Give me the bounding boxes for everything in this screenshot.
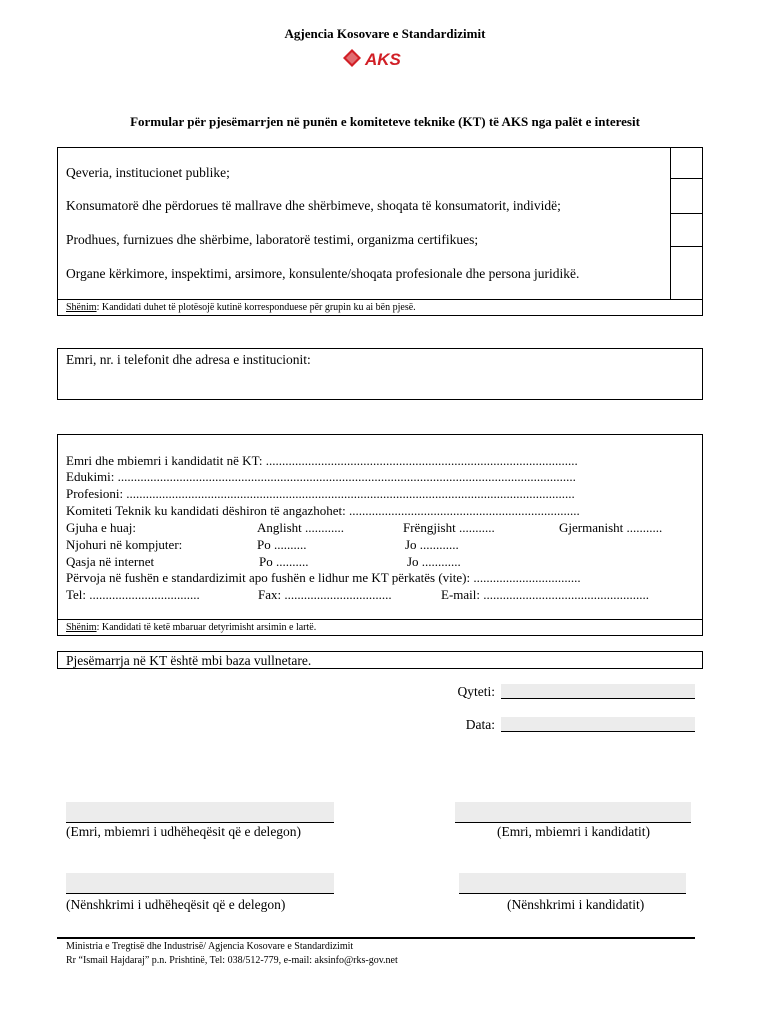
- candidate-name-line[interactable]: [455, 802, 691, 823]
- option-consumers: Konsumatorë dhe përdorues të mallrave dhe shërbimeve, shoqata të konsumatorit, individë;: [66, 198, 561, 213]
- option-research-bodies: Organe kërkimore, inspektimi, arsimore, konsulente/shoqata profesionale dhe persona juridikë.: [66, 266, 580, 281]
- checkbox-consumers[interactable]: [671, 179, 703, 214]
- voluntary-text: Pjesëmarrja në KT është mbi baza vullnetare.: [66, 653, 312, 668]
- date-input[interactable]: [501, 717, 695, 732]
- computer-yes-field[interactable]: Po ..........: [257, 537, 307, 552]
- internet-no-field[interactable]: Jo ............: [407, 554, 461, 569]
- french-field[interactable]: Frëngjisht ...........: [403, 520, 495, 535]
- city-input[interactable]: [501, 684, 695, 699]
- aks-logo: [340, 46, 426, 70]
- candidate-signature-line[interactable]: [459, 873, 686, 894]
- checkbox-producers[interactable]: [671, 214, 703, 247]
- candidate-section: [57, 434, 703, 636]
- computer-no-field[interactable]: Jo ............: [405, 537, 459, 552]
- email-field[interactable]: E-mail: ...................................................: [441, 587, 649, 602]
- option-government: Qeveria, institucionet publike;: [66, 165, 230, 180]
- checkbox-government[interactable]: [671, 148, 703, 179]
- checkbox-column: [670, 148, 703, 299]
- candidate-note: [58, 619, 702, 635]
- footer-ministry: Ministria e Tregtisë dhe Industrisë/ Agjencia Kosovare e Standardizimit: [66, 941, 354, 952]
- delegator-signature-caption: (Nënshkrimi i udhëheqësit që e delegon): [66, 897, 286, 912]
- note-label: Shënim: [66, 622, 97, 633]
- voluntary-notice: [57, 651, 703, 669]
- computer-skills-label: Njohuri në kompjuter:: [66, 537, 183, 552]
- fax-field[interactable]: Fax: .................................: [258, 587, 392, 602]
- option-producers: Prodhues, furnizues dhe shërbime, laboratorë testimi, organizma certifikues;: [66, 232, 479, 247]
- experience-field[interactable]: Përvoja në fushën e standardizimit apo fushën e lidhur me KT përkatës (vite): .................................: [66, 570, 581, 585]
- footer-divider: [57, 937, 695, 939]
- committee-field[interactable]: Komiteti Teknik ku kandidati dëshiron të angazhohet: .......................................................................: [66, 503, 580, 518]
- group-note: [58, 299, 702, 315]
- candidate-name-caption: (Emri, mbiemri i kandidatit): [497, 824, 650, 839]
- city-label: Qyteti:: [457, 684, 495, 699]
- candidate-name-field[interactable]: Emri dhe mbiemri i kandidatit në KT: ................................................................................................: [66, 453, 578, 468]
- internet-access-label: Qasja në internet: [66, 554, 155, 569]
- logo-text: AKS: [365, 50, 401, 69]
- english-field[interactable]: Anglisht ............: [257, 520, 345, 535]
- organization-name: Agjencia Kosovare e Standardizimit: [284, 26, 486, 41]
- note-text: : Kandidati të ketë mbaruar detyrimisht arsimin e lartë.: [96, 622, 317, 633]
- date-label: Data:: [465, 717, 495, 732]
- delegator-name-caption: (Emri, mbiemri i udhëheqësit që e delegon): [66, 824, 302, 839]
- interest-group-section: [57, 147, 703, 316]
- candidate-signature-caption: (Nënshkrimi i kandidatit): [507, 897, 645, 912]
- delegator-name-line[interactable]: [66, 802, 334, 823]
- tel-field[interactable]: Tel: ..................................: [66, 587, 200, 602]
- delegator-signature-line[interactable]: [66, 873, 334, 894]
- foreign-language-label: Gjuha e huaj:: [66, 520, 137, 535]
- profession-field[interactable]: Profesioni: ..........................................................................................................................................: [66, 486, 575, 501]
- form-title: Formular për pjesëmarrjen në punën e komiteteve teknike (KT) të AKS nga palët e interesit: [130, 114, 640, 129]
- institution-field[interactable]: [57, 348, 703, 400]
- institution-label: Emri, nr. i telefonit dhe adresa e institucionit:: [66, 352, 311, 367]
- checkbox-research-bodies[interactable]: [671, 247, 703, 299]
- internet-yes-field[interactable]: Po ..........: [259, 554, 309, 569]
- note-label: Shënim: [66, 302, 97, 313]
- footer-address: Rr “Ismail Hajdaraj” p.n. Prishtinë, Tel: 038/512-779, e-mail: aksinfo@rks-gov.net: [66, 955, 398, 966]
- note-text: : Kandidati duhet të plotësojë kutinë korresponduese për grupin ku ai bën pjesë.: [96, 302, 416, 313]
- german-field[interactable]: Gjermanisht ...........: [559, 520, 663, 535]
- education-field[interactable]: Edukimi: .............................................................................................................................................: [66, 469, 576, 484]
